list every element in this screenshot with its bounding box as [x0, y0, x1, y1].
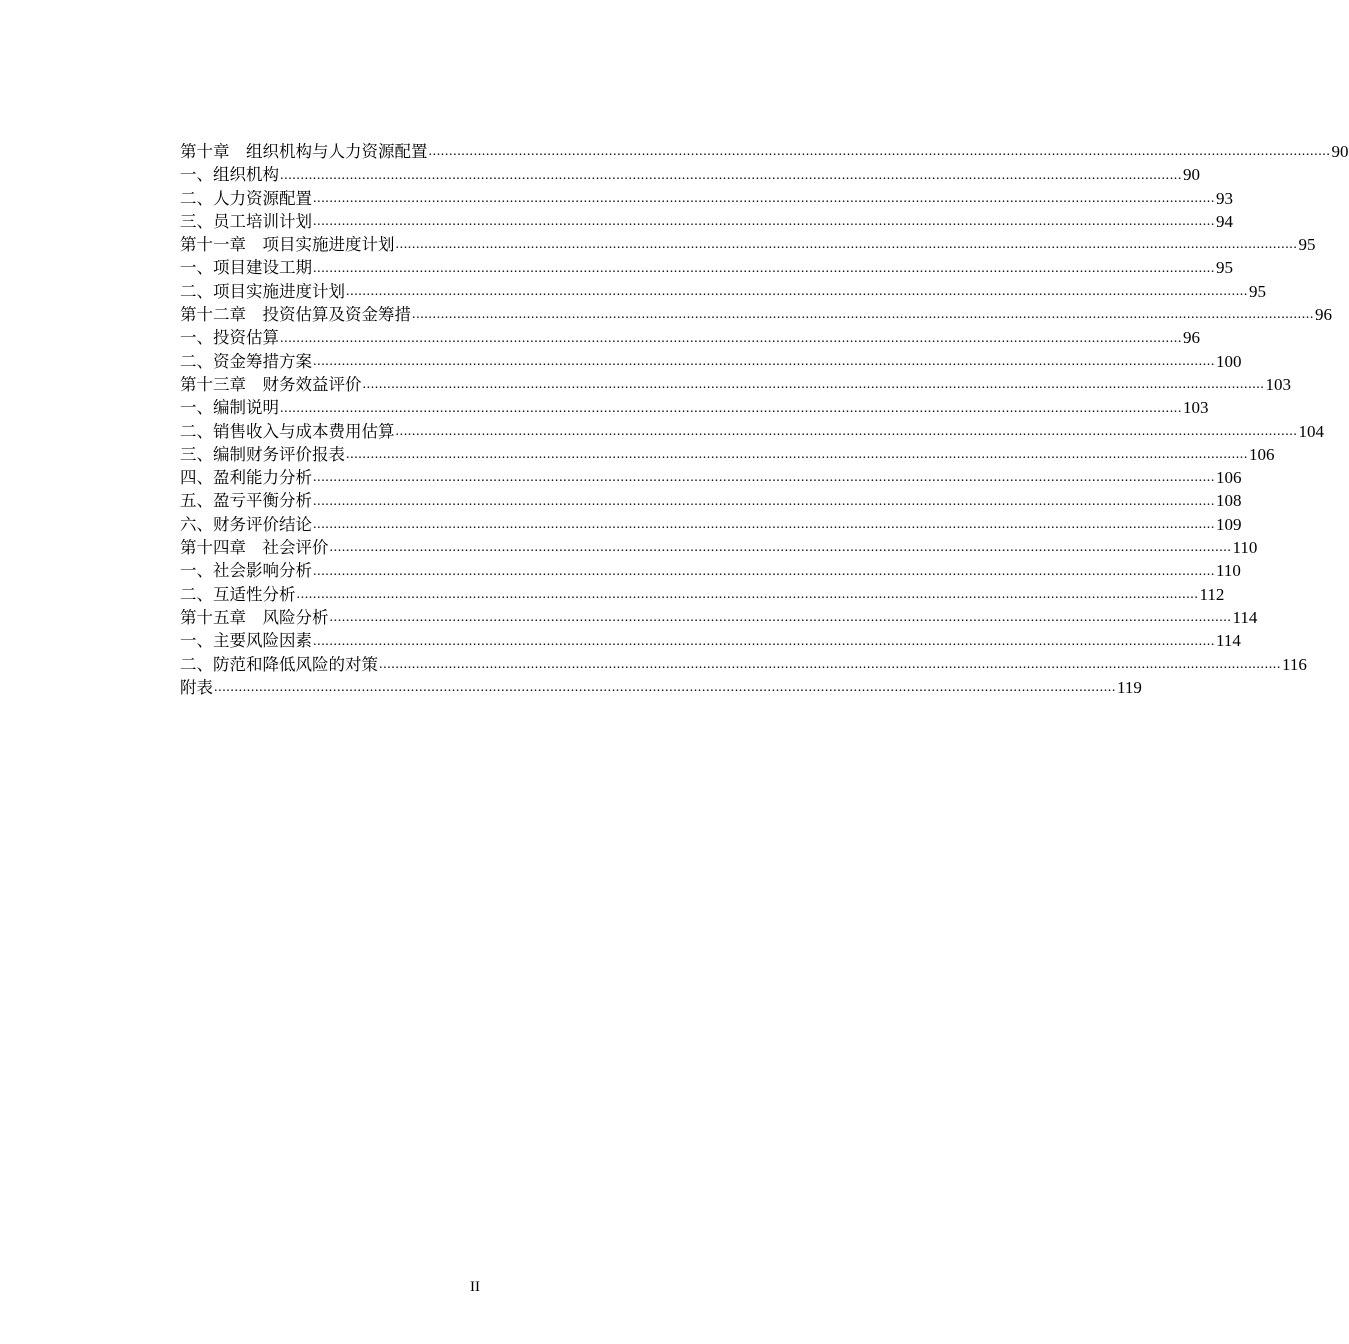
toc-entry[interactable] — [180, 373, 1291, 396]
toc-dot-leader: ............................................................................................................................................................................................................................ — [362, 377, 1265, 393]
toc-entry-page: 93 — [1216, 188, 1233, 208]
toc-entry[interactable] — [180, 163, 1200, 186]
toc-entry[interactable] — [180, 676, 1142, 699]
toc-entry-page: 114 — [1216, 631, 1241, 651]
toc-dot-leader: ............................................................................................................................................................................................................................ — [395, 237, 1298, 253]
toc-entry-page: 119 — [1117, 677, 1142, 697]
toc-dot-leader: ............................................................................................................................................................................................................................ — [313, 190, 1215, 206]
toc-entry-title: 二、人力资源配置 — [180, 188, 312, 208]
toc-entry[interactable] — [180, 513, 1242, 536]
toc-entry[interactable] — [180, 653, 1307, 676]
toc-entry-page: 104 — [1298, 421, 1324, 441]
toc-entry-title: 一、主要风险因素 — [180, 631, 312, 651]
toc-entry[interactable] — [180, 256, 1233, 279]
toc-entry[interactable] — [180, 489, 1242, 512]
toc-dot-leader: ............................................................................................................................................................................................................................ — [346, 284, 1248, 300]
toc-entry-page: 108 — [1216, 491, 1242, 511]
toc-entry-title: 一、编制说明 — [180, 398, 279, 418]
toc-dot-leader: ............................................................................................................................................................................................................................ — [280, 400, 1182, 416]
toc-entry-page: 114 — [1232, 607, 1258, 627]
toc-dot-leader: ............................................................................................................................................................................................................................ — [214, 680, 1116, 696]
toc-dot-leader: ............................................................................................................................................................................................................................ — [296, 586, 1199, 602]
toc-entry-page: 95 — [1298, 235, 1316, 255]
toc-entry-title: 二、防范和降低风险的对策 — [180, 654, 378, 674]
toc-entry[interactable] — [180, 187, 1233, 210]
toc-dot-leader: ............................................................................................................................................................................................................................ — [280, 167, 1182, 183]
toc-entry[interactable] — [180, 396, 1209, 419]
toc-entry-page: 96 — [1183, 328, 1200, 348]
toc-entry[interactable] — [180, 443, 1275, 466]
toc-entry-page: 110 — [1216, 561, 1241, 581]
toc-entry-page: 112 — [1199, 584, 1225, 604]
toc-entry[interactable] — [180, 629, 1241, 652]
toc-entry-title: 一、社会影响分析 — [180, 561, 312, 581]
toc-entry-title: 第十章 组织机构与人力资源配置 — [180, 142, 428, 161]
toc-entry-page: 110 — [1232, 538, 1258, 558]
toc-entry-title: 二、互适性分析 — [180, 584, 296, 604]
toc-dot-leader: ............................................................................................................................................................................................................................ — [313, 353, 1215, 369]
toc-entry[interactable] — [180, 326, 1200, 349]
toc-dot-leader: ............................................................................................................................................................................................................................ — [329, 610, 1232, 626]
toc-dot-leader: ............................................................................................................................................................................................................................ — [313, 517, 1215, 533]
toc-entry-title: 六、财务评价结论 — [180, 514, 312, 534]
toc-entry-title: 第十五章 风险分析 — [180, 607, 329, 627]
toc-entry[interactable] — [180, 583, 1225, 606]
toc-dot-leader: ............................................................................................................................................................................................................................ — [412, 307, 1314, 323]
toc-entry-page: 103 — [1183, 398, 1209, 418]
toc-entry-title: 一、项目建设工期 — [180, 258, 312, 278]
toc-entry-page: 103 — [1265, 374, 1291, 394]
toc-entry-title: 二、项目实施进度计划 — [180, 281, 345, 301]
toc-dot-leader: ............................................................................................................................................................................................................................ — [280, 330, 1182, 346]
toc-entry-page: 95 — [1249, 281, 1266, 301]
toc-dot-leader: ............................................................................................................................................................................................................................ — [329, 540, 1232, 556]
toc-entry[interactable] — [180, 466, 1242, 489]
toc-entry-title: 二、销售收入与成本费用估算 — [180, 421, 395, 441]
toc-entry-page: 95 — [1216, 258, 1233, 278]
toc-entry[interactable] — [180, 536, 1258, 559]
toc-dot-leader: ............................................................................................................................................................................................................................ — [313, 633, 1215, 649]
toc-entry[interactable] — [180, 280, 1266, 303]
toc-entry-title: 第十一章 项目实施进度计划 — [180, 235, 395, 255]
toc-entry-title: 第十二章 投资估算及资金筹措 — [180, 305, 411, 325]
toc-entry-title: 第十三章 财务效益评价 — [180, 374, 362, 394]
toc-entry[interactable] — [180, 233, 1316, 256]
toc-entry-page: 96 — [1315, 305, 1332, 325]
toc-dot-leader: ............................................................................................................................................................................................................................ — [428, 144, 1331, 160]
toc-entry-title: 三、员工培训计划 — [180, 211, 312, 231]
toc-entry-title: 一、组织机构 — [180, 165, 279, 185]
toc-entry[interactable] — [180, 606, 1258, 629]
toc-entry[interactable] — [180, 210, 1233, 233]
toc-dot-leader: ............................................................................................................................................................................................................................ — [313, 260, 1215, 276]
toc-entry-title: 四、盈利能力分析 — [180, 468, 312, 488]
toc-entry-title: 附表 — [180, 677, 213, 697]
toc-entry-page: 100 — [1216, 351, 1242, 371]
toc-entry-page: 106 — [1249, 444, 1275, 464]
toc-entry[interactable] — [180, 559, 1241, 582]
toc-dot-leader: ............................................................................................................................................................................................................................ — [313, 493, 1215, 509]
toc-entry-page: 109 — [1216, 514, 1242, 534]
toc-entry[interactable] — [180, 420, 1324, 443]
toc-dot-leader: ............................................................................................................................................................................................................................ — [379, 656, 1281, 672]
toc-entry-title: 三、编制财务评价报表 — [180, 444, 345, 464]
page-number: II — [470, 1279, 480, 1295]
toc-dot-leader: ............................................................................................................................................................................................................................ — [313, 214, 1215, 230]
toc-entry-page: 90 — [1331, 142, 1349, 161]
toc-entry-page: 106 — [1216, 468, 1242, 488]
toc-entry[interactable] — [180, 140, 1349, 163]
toc-entry-page: 116 — [1282, 654, 1307, 674]
toc-entry[interactable] — [180, 303, 1332, 326]
toc-dot-leader: ............................................................................................................................................................................................................................ — [395, 423, 1298, 439]
toc-entry-page: 94 — [1216, 211, 1233, 231]
toc-entry-title: 五、盈亏平衡分析 — [180, 491, 312, 511]
toc-dot-leader: ............................................................................................................................................................................................................................ — [313, 563, 1215, 579]
toc-dot-leader: ............................................................................................................................................................................................................................ — [313, 470, 1215, 486]
toc-entry-page: 90 — [1183, 165, 1200, 185]
table-of-contents — [180, 140, 1349, 699]
toc-dot-leader: ............................................................................................................................................................................................................................ — [346, 447, 1248, 463]
toc-entry-title: 一、投资估算 — [180, 328, 279, 348]
toc-entry-title: 二、资金筹措方案 — [180, 351, 312, 371]
toc-entry[interactable] — [180, 350, 1242, 373]
toc-entry-title: 第十四章 社会评价 — [180, 538, 329, 558]
